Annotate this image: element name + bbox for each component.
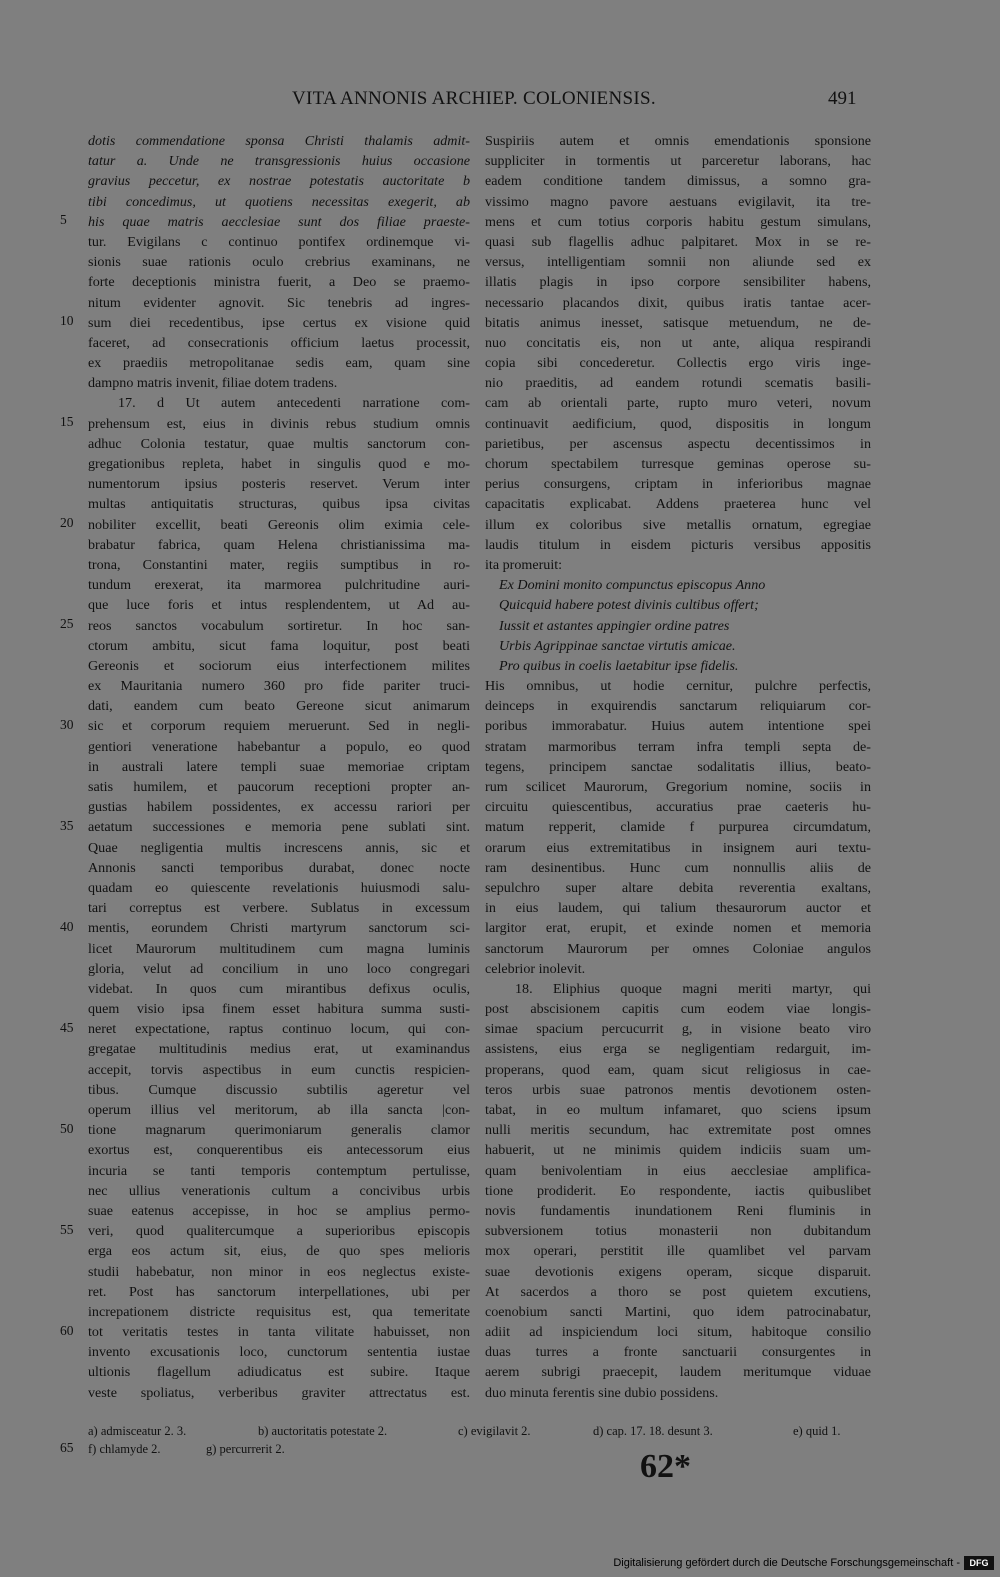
text-line: rum scilicet Maurorum, Gregorium nomine, sociis in	[485, 779, 871, 795]
text-line: ctorum ambitu, sicut fama loquitur, post beati	[88, 637, 470, 654]
line-number: 45	[60, 1019, 74, 1035]
text-line: ex Mauritania numero 360 pro fide pariter truci-	[88, 678, 470, 695]
line-number: 25	[60, 615, 74, 631]
text-line: in eius laudem, qui talium thesaurorum auctor et	[485, 900, 871, 917]
text-line: His omnibus, ut hodie cernitur, pulchre perfectis,	[485, 678, 871, 695]
text-line: gentiori veneratione habebantur a populo, eo quod	[88, 738, 470, 755]
verse-line: Ex Domini monito compunctus episcopus Anno	[499, 577, 766, 594]
text-line: studii habebatur, non minor in eos neglectus existe-	[88, 1263, 470, 1280]
line-number: 35	[60, 817, 74, 833]
footer-bar	[0, 1553, 1000, 1577]
verse-block	[485, 575, 871, 676]
text-line: veri, quod qualitercumque a superioribus episcopis	[88, 1223, 470, 1240]
text-line: nulli meritis secundum, hac extremitate post omnes	[485, 1122, 871, 1139]
text-line: perius consurgens, criptam in inferioribus magnae	[485, 476, 871, 493]
text-line: stratam marmoribus terram infra templi septa de-	[485, 738, 871, 755]
text-line: suae devotionis exigens operam, sicque disparuit.	[485, 1263, 871, 1280]
right-column-text-2	[485, 676, 871, 1403]
text-line: adiit ad inspiciendum loci situm, habitoque consilio	[485, 1324, 871, 1341]
left-column	[88, 131, 470, 1403]
text-line: erga eos actum sit, eius, de quo spes melioris	[88, 1243, 470, 1260]
line-number: 65	[60, 1440, 74, 1455]
text-line: ex praediis metropolitanae sedis eam, quam sine	[88, 355, 470, 372]
text-line: accepit, torvis aspectibus in eum cunctis respicien-	[88, 1061, 470, 1078]
text-line: Suspiriis autem et omnis emendationis sponsione	[485, 133, 871, 149]
text-line: que luce foris et intus resplendentem, ut Ad au-	[88, 597, 470, 614]
text-line: tot veritatis testes in tanta vilitate habuisset, non	[88, 1324, 470, 1341]
text-line: subversionem totius monasterii non dubitandum	[485, 1223, 871, 1240]
text-line: numentorum ipsius posteris reservet. Verum inter	[88, 476, 470, 493]
text-line: habuerit, ut ne minimis quidem indiciis suam um-	[485, 1142, 871, 1159]
signature-mark: 62*	[640, 1448, 691, 1485]
text-line: vissimo magno pavore aestuans evigilavit, ita tre-	[485, 193, 871, 210]
text-line: Gereonis et sociorum eius interfectionem milites	[88, 657, 470, 674]
right-column-text-1	[485, 131, 871, 575]
text-line: largitor erat, erupit, et exinde nomen et memoria	[485, 920, 871, 937]
text-line: Quae negligentia multis increscens annis, sic et	[88, 839, 470, 856]
verse-line: Pro quibus in coelis laetabitur ipse fidelis.	[499, 657, 739, 674]
text-line: tur. Evigilans c continuo pontifex ordinemque vi-	[88, 233, 470, 250]
page-number: 491	[828, 88, 857, 109]
text-line: satis humilem, et paucorum receptioni propter an-	[88, 779, 470, 795]
text-line: necessario placandos dixit, quibus iratis tantae acer-	[485, 294, 871, 311]
text-line: duas turres a fronte sanctuarii consurgentes in	[485, 1344, 871, 1361]
text-line: cam ab orientali parte, rupto muro veteri, novum	[485, 395, 871, 412]
text-line: matum repperit, clamide f purpurea circumdatum,	[485, 819, 871, 836]
text-line: celebrior inolevit.	[485, 960, 586, 977]
line-number: 55	[60, 1221, 74, 1237]
text-line: quam benivolentiam in eius aecclesiae amplifica-	[485, 1162, 871, 1179]
text-line: suae eatenus accepisse, in hoc se amplius permo-	[88, 1202, 470, 1219]
text-line: brabatur fabrica, quam Helena christianissima ma-	[88, 536, 470, 553]
text-line: nio praeditis, ad eandem rotundi scematis basili-	[485, 375, 871, 392]
text-line: dampno matris invenit, filiae dotem tradens.	[88, 375, 338, 392]
text-line: dati, eandem cum beato Gereone sicut animarum	[88, 698, 470, 715]
text-line: gregatae multitudinis medius erat, ut examinandus	[88, 1041, 470, 1058]
text-line: mox operari, perstitit ille quamlibet vel parvam	[485, 1243, 871, 1260]
text-line: ram desinentibus. Hunc cum nonnullis aliis de	[485, 859, 871, 876]
text-line: versus, intelligentiam somnii non aliunde sed ex	[485, 254, 871, 271]
text-line: quadam eo quiescente revelationis huiusmodi salu-	[88, 879, 470, 896]
text-line: videbat. In quos cum mirantibus defixus oculis,	[88, 980, 470, 997]
text-line: gloria, velut ad concilium in uno loco congregari	[88, 960, 470, 977]
text-line: properans, quod eam, quam sicut religiosus in cae-	[485, 1061, 871, 1078]
text-line: tibus. Cumque discussio subtilis ageretur vel	[88, 1081, 470, 1098]
text-line: laudis titulum in eisdem picturis versibus appositis	[485, 536, 871, 553]
text-line: copia sibi concederetur. Collectis ergo viris inge-	[485, 355, 871, 372]
text-line: invento excusationis loco, cunctorum sententia iustae	[88, 1344, 470, 1361]
text-line: trona, Constantini mater, regiis sumptibus in ro-	[88, 556, 470, 573]
text-line: incuria se tanti temporis contemptum pertulisse,	[88, 1162, 470, 1179]
line-number: 50	[60, 1120, 74, 1136]
text-line: ita promeruit:	[485, 556, 563, 573]
text-line: sic et corporum requiem meruerunt. Sed in negli-	[88, 718, 470, 735]
text-line: his quae matris aecclesiae sunt dos filiae praeste-	[88, 213, 470, 230]
footnotes	[88, 1422, 873, 1458]
text-line: tundum erexerat, ita marmorea pulchritudine auri-	[88, 577, 470, 594]
text-line: parietibus, per ascensus aspectu decentissimos in	[485, 435, 871, 452]
text-line: multas antiquitatis structuras, quibus ipsa civitas	[88, 496, 470, 513]
text-line: neret expectatione, raptus continuo locum, qui con-	[88, 1021, 470, 1038]
footnote: c) evigilavit 2.	[458, 1424, 531, 1438]
text-line: dotis commendatione sponsa Christi thalamis admit-	[88, 133, 470, 149]
text-line: ret. Post has sanctorum interpellationes, ubi per	[88, 1283, 470, 1300]
text-line: orarum eius extremitatibus in insignem auri textu-	[485, 839, 871, 856]
text-line: tatur a. Unde ne transgressionis huius occasione	[88, 153, 470, 170]
digitization-credit: Digitalisierung gefördert durch die Deutsche Forschungsgemeinschaft -	[613, 1557, 960, 1569]
text-line: poribus immorabatur. Huius autem intentione spei	[485, 718, 871, 735]
text-line: sepulchro super altare debita reverentia exaltans,	[485, 879, 871, 896]
text-line: tari correptus est verbere. Sublatus in excessum	[88, 900, 470, 917]
text-line: exortus est, conquerentibus eis antecessorum eius	[88, 1142, 470, 1159]
text-line: nobiliter excellit, beati Gereonis olim eximia cele-	[88, 516, 470, 533]
running-title: VITA ANNONIS ARCHIEP. COLONIENSIS.	[292, 88, 656, 109]
line-number: 30	[60, 716, 74, 732]
footnote: e) quid 1.	[793, 1424, 841, 1438]
text-line: assistens, eius erga se negligentiam redarguit, im-	[485, 1041, 871, 1058]
text-line: gravius peccetur, ex nostrae potestatis auctoritate b	[88, 173, 470, 190]
text-line: in australi latere templi suae memoriae criptam	[88, 758, 470, 775]
line-number: 15	[60, 413, 74, 429]
text-line: operum illius vel meritorum, ab illa sancta |con-	[88, 1102, 470, 1118]
text-line: teros urbis suae patronos mentis devotionem osten-	[485, 1081, 871, 1098]
verse-line: Quicquid habere potest divinis cultibus offert;	[499, 597, 759, 614]
text-line: continuavit aedificium, quod, dispositis in longum	[485, 415, 871, 432]
text-line: simae spacium percucurrit g, in visione beato viro	[485, 1021, 871, 1038]
text-line: mens et cum totius corporis habitu gestum simulans,	[485, 213, 871, 230]
text-line: reos sanctos vocabulum sortiretur. In hoc san-	[88, 617, 470, 634]
line-number: 10	[60, 312, 74, 328]
text-line: aerem subrigi praecepit, laudem meritumque viduae	[485, 1364, 871, 1381]
text-line: licet Maurorum multitudinem cum magna luminis	[88, 940, 470, 957]
text-line: mentis, eorundem Christi martyrum sanctorum sci-	[88, 920, 470, 937]
verse-line: Iussit et astantes appingier ordine patres	[499, 617, 730, 634]
text-line: coenobium sancti Martini, quo idem patrocinabatur,	[485, 1303, 871, 1320]
text-line: eadem conditione tandem dimissus, a somno gra-	[485, 173, 871, 190]
text-line: ultionis flagellum adiudicatus est subire. Itaque	[88, 1364, 470, 1381]
line-number: 60	[60, 1322, 74, 1338]
footnote-row	[88, 1422, 873, 1440]
text-line: nec ullius venerationis cultum a concivibus urbis	[88, 1182, 470, 1199]
footnote: a) admisceatur 2. 3.	[88, 1424, 187, 1438]
text-line: At sacerdos a thoro se post quietem excutiens,	[485, 1283, 871, 1300]
footnote: f) chlamyde 2.	[88, 1442, 161, 1456]
text-line: tione magnarum querimoniarum generalis clamor	[88, 1122, 470, 1139]
right-column	[485, 131, 871, 1403]
text-line: bitatis animus inesset, satisque metuendum, ne de-	[485, 314, 871, 331]
text-line: faceret, ad consecrationis officium laetus processit,	[88, 334, 470, 351]
text-line: forte deceptionis ministra fuerit, a Deo se praemo-	[88, 274, 470, 291]
text-line: suppliciter in tormentis ut parceretur laborans, hac	[485, 153, 871, 170]
text-line: increpationem districte requisitus est, qua temeritate	[88, 1303, 470, 1320]
text-line: prehensum est, eius in divinis rebus studium omnis	[88, 415, 470, 432]
text-line: duo minuta ferentis sine dubio possidens.	[485, 1384, 719, 1401]
text-line: quasi sub flagellis adhuc palpitaret. Mox in se re-	[485, 233, 871, 250]
text-line: deinceps in exquirendis sanctarum reliquiarum cor-	[485, 698, 871, 715]
text-line: quem visio ipsa finem esset habitura summa susti-	[88, 1001, 470, 1018]
text-line: novis fundamentis inundationem Reni fluminis in	[485, 1202, 871, 1219]
line-number: 20	[60, 514, 74, 530]
footnote: g) percurrerit 2.	[206, 1442, 285, 1456]
dfg-logo-icon: DFG	[964, 1556, 994, 1570]
text-line: 17. d Ut autem antecedenti narratione com-	[118, 395, 470, 412]
text-line: sum diei recedentibus, ipse certus ex visione quid	[88, 314, 470, 331]
line-number: 40	[60, 918, 74, 934]
text-line: illatis plagis in ipso corpore sensibiliter habens,	[485, 274, 871, 291]
text-line: Annonis sancti temporibus durabat, donec nocte	[88, 859, 470, 876]
text-line: capacitatis explicabat. Addens praeterea hunc vel	[485, 496, 871, 513]
text-line: gustias habilem possidentes, ex accessu rariori per	[88, 799, 470, 816]
text-line: post abscisionem capitis cum eodem viae longis-	[485, 1001, 871, 1018]
footnote: b) auctoritatis potestate 2.	[258, 1424, 388, 1438]
text-line: tibi concedimus, ut quotiens necessitas exegerit, ab	[88, 193, 470, 210]
text-line: tegens, principem sanctae sodalitatis illius, beato-	[485, 758, 871, 775]
line-number: 5	[60, 211, 67, 227]
text-line: adhuc Colonia testatur, quae multis sanctorum con-	[88, 435, 470, 452]
text-line: 18. Eliphius quoque magni meriti martyr, qui	[515, 980, 871, 997]
text-line: chorum spectabilem turresque geminas operose su-	[485, 456, 871, 472]
text-line: nuo concitatis eis, non ut ante, aliqua respirandi	[485, 334, 871, 351]
footnote-row	[88, 1440, 873, 1458]
text-line: gregationibus repleta, habet in singulis quod e mo-	[88, 456, 470, 472]
text-line: tione prodiderit. Eo respondente, iactis quibuslibet	[485, 1182, 871, 1199]
text-line: tabat, in eo multum infamaret, quo sciens ipsum	[485, 1102, 871, 1118]
text-line: sionis suae rationis oculo crebrius examinans, ne	[88, 254, 470, 271]
text-line: nitum evidenter agnovit. Sic tenebris ad ingres-	[88, 294, 470, 311]
text-line: sanctorum Maurorum per omnes Coloniae angulos	[485, 940, 871, 957]
text-line: veste spoliatus, verberibus graviter attrectatus est.	[88, 1384, 470, 1401]
text-line: illum ex coloribus sive metallis ornatum, egregiae	[485, 516, 871, 533]
footnote: d) cap. 17. 18. desunt 3.	[593, 1424, 713, 1438]
running-header	[0, 88, 1000, 118]
verse-line: Urbis Agrippinae sanctae virtutis amicae.	[499, 637, 736, 654]
text-line: circuitu quiescentibus, accuratius prae caeteris hu-	[485, 799, 871, 816]
text-line: aetatum successiones e memoria pene sublati sint.	[88, 819, 470, 836]
